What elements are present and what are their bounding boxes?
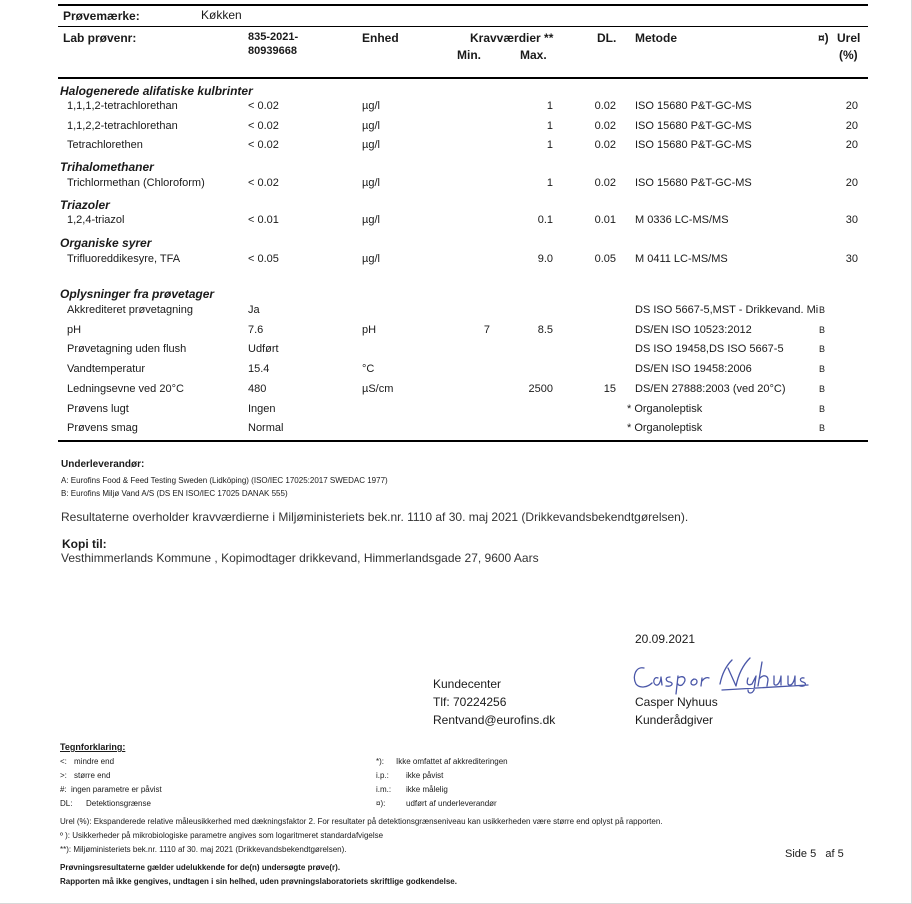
row-dl: 0.05 xyxy=(594,253,616,265)
row-urel: 20 xyxy=(845,177,858,189)
sample-mark-value: Køkken xyxy=(201,8,242,22)
row-result: < 0.01 xyxy=(248,214,279,226)
row-urel: 20 xyxy=(845,120,858,132)
row-max: 1 xyxy=(546,139,553,151)
row-max: 8.5 xyxy=(537,324,553,336)
signer-title: Kunderådgiver xyxy=(635,713,714,727)
max-column-header: Max. xyxy=(520,48,547,62)
row-unit: µg/l xyxy=(362,253,380,265)
conclusion-text: Resultaterne overholder kravværdierne i Miljøministeriets bek.nr. 1110 af 30. maj 2021 (Drikkevandsbekendtgørelsen). xyxy=(61,510,689,524)
row-result: < 0.05 xyxy=(248,253,279,265)
dl-column-header: DL. xyxy=(597,31,617,45)
row-result: 7.6 xyxy=(248,324,264,336)
legend-description: Ikke omfattet af akkrediteringen xyxy=(396,757,508,766)
row-result: < 0.02 xyxy=(248,177,279,189)
contact-email: Rentvand@eurofins.dk xyxy=(433,713,556,727)
row-unit: µg/l xyxy=(362,177,380,189)
row-method: M 0336 LC-MS/MS xyxy=(635,214,729,226)
method-column-header: Metode xyxy=(635,31,677,45)
row-parameter-name: Ledningsevne ved 20°C xyxy=(67,383,184,395)
row-result: Ingen xyxy=(248,403,276,415)
contact-name: Kundecenter xyxy=(433,677,502,691)
row-method: DS/EN ISO 10523:2012 xyxy=(635,324,752,336)
legend-description: udført af underleverandør xyxy=(406,799,497,808)
row-max: 9.0 xyxy=(537,253,553,265)
row-method: ISO 15680 P&T-GC-MS xyxy=(635,177,752,189)
signer-name: Casper Nyhuus xyxy=(635,695,718,709)
row-min: 7 xyxy=(483,324,490,336)
row-parameter-name: Prøvens smag xyxy=(67,422,138,434)
row-urel: 30 xyxy=(845,253,858,265)
row-result: Udført xyxy=(248,343,279,355)
section-title: Halogenerede alifatiske kulbrinter xyxy=(60,84,253,98)
legend-symbol: i.p.: xyxy=(376,771,389,780)
lab-no-value-1: 835-2021- xyxy=(248,31,299,43)
legend-description: ikke målelig xyxy=(406,785,448,794)
legend-description: mindre end xyxy=(74,757,115,766)
row-method: DS ISO 19458,DS ISO 5667-5 xyxy=(635,343,784,355)
copy-text: Vesthimmerlands Kommune , Kopimodtager drikkevand, Himmerlandsgade 27, 9600 Aars xyxy=(61,551,539,565)
legend-symbol: *): xyxy=(376,757,384,766)
row-subcontractor-flag: B xyxy=(819,384,826,394)
row-subcontractor-flag: B xyxy=(819,344,826,354)
requirement-column-header: Kravværdier ** xyxy=(470,31,554,45)
legend-symbol: DL: xyxy=(60,799,73,808)
row-urel: 20 xyxy=(845,139,858,151)
min-column-header: Min. xyxy=(457,48,481,62)
row-parameter-name: Trichlormethan (Chloroform) xyxy=(67,177,205,189)
row-method: DS/EN ISO 19458:2006 xyxy=(635,363,752,375)
page-of: af xyxy=(825,848,835,860)
header-rule xyxy=(58,26,868,27)
row-method: DS ISO 5667-5,MST - Drikkevand. Mi xyxy=(635,304,819,316)
unit-column-header: Enhed xyxy=(362,31,399,45)
page-number xyxy=(785,848,844,860)
row-dl: 0.02 xyxy=(594,177,616,189)
legend-description: Detektionsgrænse xyxy=(86,799,151,808)
subcontractor-a: A: Eurofins Food & Feed Testing Sweden (Lidköping) (ISO/IEC 17025:2017 SWEDAC 1977) xyxy=(61,476,388,485)
row-method: ISO 15680 P&T-GC-MS xyxy=(635,139,752,151)
subcontractor-column-header: ¤) xyxy=(818,31,829,45)
page-label: Side xyxy=(785,848,808,860)
page-current: 5 xyxy=(810,848,817,860)
row-unit: µg/l xyxy=(362,100,380,112)
legend-symbol: #: xyxy=(60,785,67,794)
contact-phone: Tlf: 70224256 xyxy=(433,695,507,709)
row-max: 1 xyxy=(546,120,553,132)
row-result: < 0.02 xyxy=(248,139,279,151)
row-dl: 0.02 xyxy=(594,139,616,151)
page-total: 5 xyxy=(837,848,844,860)
sample-mark-label: Prøvemærke: xyxy=(63,9,140,23)
row-dl: 0.02 xyxy=(594,120,616,132)
section-title: Triazoler xyxy=(60,198,110,212)
row-result: < 0.02 xyxy=(248,100,279,112)
legend-micro: º ): Usikkerheder på mikrobiologiske parametre angives som logaritmeret standardafvigelse xyxy=(60,831,384,840)
legend-symbol: i.m.: xyxy=(376,785,392,794)
row-result: < 0.02 xyxy=(248,120,279,132)
row-method: M 0411 LC-MS/MS xyxy=(635,253,728,265)
legend-description: større end xyxy=(74,771,111,780)
row-result: 15.4 xyxy=(248,363,270,375)
legend-description: ingen parametre er påvist xyxy=(71,785,162,794)
urel-column-header: Urel xyxy=(837,31,861,45)
row-parameter-name: 1,1,1,2-tetrachlorethan xyxy=(67,100,178,112)
row-subcontractor-flag: B xyxy=(819,404,826,414)
row-unit: µg/l xyxy=(362,139,380,151)
row-parameter-name: Trifluoreddikesyre, TFA xyxy=(67,253,181,265)
legend-symbol: ¤): xyxy=(376,799,386,808)
row-dl: 15 xyxy=(603,383,616,395)
report-date: 20.09.2021 xyxy=(635,632,696,646)
row-urel: 30 xyxy=(845,214,858,226)
legend-urel: Urel (%): Ekspanderede relative måleusikkerhed med dækningsfaktor 2. For resultater på detektionsgrænseniveau kan usikkerheden være større end oplyst på rapporten. xyxy=(60,817,663,826)
row-method: ISO 15680 P&T-GC-MS xyxy=(635,100,752,112)
section-title: Organiske syrer xyxy=(60,236,152,250)
row-max: 1 xyxy=(546,100,553,112)
row-unit: pH xyxy=(362,324,377,336)
copy-title: Kopi til: xyxy=(62,537,107,551)
row-urel: 20 xyxy=(845,100,858,112)
legend-note-2: Rapporten må ikke gengives, undtagen i sin helhed, uden prøvningslaboratoriets skriftlige godkendelse. xyxy=(60,877,457,886)
legend-ministry: **): Miljøministeriets bek.nr. 1110 af 30. maj 2021 (Drikkevandsbekendtgørelsen). xyxy=(60,845,347,854)
row-dl: 0.02 xyxy=(594,100,616,112)
legend-symbol: >: xyxy=(60,771,67,780)
row-method: ISO 15680 P&T-GC-MS xyxy=(635,120,752,132)
header-bottom-rule xyxy=(58,77,868,79)
subcontractor-b: B: Eurofins Miljø Vand A/S (DS EN ISO/IEC 17025 DANAK 555) xyxy=(61,489,288,498)
legend-note-1: Prøvningsresultaterne gælder udelukkende for de(n) undersøgte prøve(r). xyxy=(60,863,341,872)
section-title: Trihalomethaner xyxy=(60,160,154,174)
urel-unit-header: (%) xyxy=(839,48,858,62)
subcontractor-title: Underleverandør: xyxy=(61,459,145,470)
row-parameter-name: Prøvens lugt xyxy=(67,403,129,415)
row-unit: µS/cm xyxy=(362,383,394,395)
row-parameter-name: 1,2,4-triazol xyxy=(67,214,125,226)
row-method: * Organoleptisk xyxy=(627,422,703,434)
row-parameter-name: Tetrachlorethen xyxy=(67,139,143,151)
row-parameter-name: Vandtemperatur xyxy=(67,363,146,375)
section-title: Oplysninger fra prøvetager xyxy=(60,287,215,301)
row-result: Normal xyxy=(248,422,284,434)
legend-symbol: <: xyxy=(60,757,67,766)
row-unit: µg/l xyxy=(362,214,380,226)
legend-description: ikke påvist xyxy=(406,771,444,780)
legend-title: Tegnforklaring: xyxy=(60,742,126,752)
row-subcontractor-flag: B xyxy=(819,325,826,335)
row-max: 2500 xyxy=(528,383,553,395)
row-unit: °C xyxy=(362,363,375,375)
row-result: Ja xyxy=(248,304,260,316)
row-subcontractor-flag: B xyxy=(819,364,826,374)
row-method: DS/EN 27888:2003 (ved 20°C) xyxy=(635,383,786,395)
row-method: * Organoleptisk xyxy=(627,403,703,415)
row-dl: 0.01 xyxy=(594,214,616,226)
row-result: 480 xyxy=(248,383,267,395)
handwritten-signature xyxy=(628,656,818,696)
row-unit: µg/l xyxy=(362,120,380,132)
row-parameter-name: Prøvetagning uden flush xyxy=(67,343,187,355)
table-bottom-rule xyxy=(58,440,868,442)
row-max: 1 xyxy=(546,177,553,189)
top-rule xyxy=(58,4,868,6)
row-subcontractor-flag: B xyxy=(819,423,826,433)
row-max: 0.1 xyxy=(537,214,553,226)
row-subcontractor-flag: B xyxy=(819,305,826,315)
row-parameter-name: 1,1,2,2-tetrachlorethan xyxy=(67,120,178,132)
lab-no-label: Lab prøvenr: xyxy=(63,31,137,45)
row-parameter-name: pH xyxy=(67,324,82,336)
row-parameter-name: Akkrediteret prøvetagning xyxy=(67,304,193,316)
lab-no-value-2: 80939668 xyxy=(248,45,297,57)
